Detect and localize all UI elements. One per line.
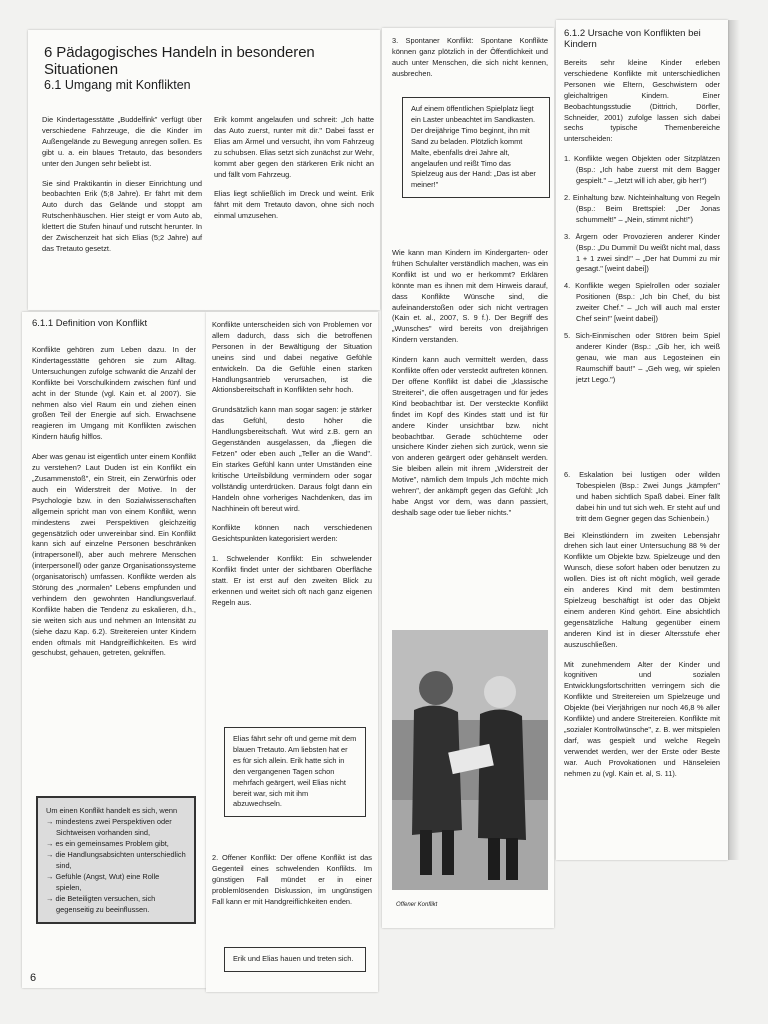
- definition-column: [32, 345, 196, 668]
- paragraph: Aber was genau ist eigentlich unter einem Konflikt zu verstehen? Laut Duden ist ein Konflikt ein „Zusammenstoß", ein Streit, ein Zerwürfnis oder auch ein Widerstreit der Motive. In der Psychologie bzw. in den Sozialwissenschaften allgemein spricht man von einem Konflikt, wenn mindestens zwei Perspektiven gleichzeitig gegensätzlich oder unvereinbar sind. Ein Konflikt kann sich auf einzelne Personen beschränken (intrapersonell), aber auch mehrere Menschen (interpersonell) oder ganze Organisationssysteme (organisatorisch) umfassen. Konflikte werden als Störung des „normalen" Lebens empfunden und verhindern den gewohnten Handlungsverlauf. Konflikte haben die Tendenz zu eskalieren, d.h., sie weiten sich aus und nehmen an Intensität zu (siehe dazu Kap. 6.2). Streitereien unter Kindern enden oftmals mit Handgreiflichkeiten. Es wird geschubst, gehauen, getreten, gekniffen.: [32, 452, 196, 658]
- children-photo: [392, 630, 548, 890]
- example-text: Elias fährt sehr oft und gerne mit dem blauen Tretauto. Am liebsten hat er es für sich allein. Erik hatte sich in den vergangenen Tagen schon mehrfach geärgert, weil Elias nicht bereit war, sich mit ihm abzuwechseln.: [233, 734, 357, 809]
- section-heading: 6.1 Umgang mit Konflikten: [44, 78, 191, 92]
- third-column-top: [392, 36, 548, 89]
- example-box-3: [402, 97, 550, 198]
- summary-box: [36, 796, 196, 924]
- list-item: 5. Sich-Einmischen oder Stören beim Spiel anderer Kinder (Bsp.: „Gib her, ich weiß genau, wie man aus Legosteinen ein Raumschiff baut!" – „Geh weg, wir spielen jetzt Lego."): [564, 330, 720, 384]
- list-item: 4. Konflikte wegen Spielrollen oder sozialer Positionen (Bsp.: „Ich bin Chef, du bist zweiter Chef." – „Ich will auch mal erster Chef sein!" [weint dabei]): [564, 281, 720, 324]
- summary-line: → die Beteiligten versuchen, sich gegenseitig zu beeinflussen.: [46, 894, 156, 914]
- example-text: Auf einem öffentlichen Spielplatz liegt ein Laster unbeachtet im Sandkasten. Der dreijährige Timo beginnt, ihn mit Sand zu beladen. Plötzlich kommt Malte, ebenfalls drei Jahre alt, angelaufen und reißt Timo das Spielzeug aus der Hand: „Das ist aber meiner!": [411, 104, 536, 190]
- cause-column-lower: [564, 470, 720, 788]
- paragraph: Sie sind Praktikantin in dieser Einrichtung und beobachten Erik (5;8 Jahre). Er fährt mit dem Auto durch das Gelände und stoppt am Rutschenhäuschen. Hier steigt er vom Auto ab, klettert die Stufen hinauf und rutscht herunter. In der Zwischenzeit hat sich Elias (5;2 Jahre) auf das Tretauto gesetzt.: [42, 178, 202, 253]
- paragraph: Elias liegt schließlich im Dreck und weint. Erik fährt mit dem Tretauto davon, ohne sich noch einmal umzusehen.: [214, 189, 374, 221]
- intro-right-column: [214, 115, 374, 231]
- list-item: 6. Eskalation bei lustigen oder wilden Tobespielen (Bsp.: Zwei Jungs „kämpfen" und haben sichtlich Spaß dabei. Einer fällt dabei hin und tut sich weh. Er steht auf und tritt dem Gegner gegen das Schienbein.): [564, 470, 720, 523]
- paragraph: Konflikte können nach verschiedenen Gesichtspunkten kategorisiert werden:: [212, 523, 372, 544]
- paragraph: Mit zunehmendem Alter der Kinder und kognitiven und sozialen Entwicklungsfortschritten verringern sich die Konflikte und Streitereien um Spielzeuge und Objekte (bei Vierjährigen nur noch 46,8 % aller Konflikte) und andere Streitereien. Konflikte mit „sozialer Kontrollwünsche", z. B. wer mitspielen darf, was gespielt und welche Regeln verwendet werden, wer der Erste oder Beste war. Auch Provokationen und Hänseleien nehmen zu (vgl. Kain et. al, S. 11).: [564, 659, 720, 778]
- paragraph: Kindern kann auch vermittelt werden, dass Konflikte offen oder versteckt auftreten können. Der offene Konflikt ist dabei die „klassische Streiterei", die offen ausgetragen und für jedes Kind beobachtbar ist. Der versteckte Konflikt findet im Kopf des Kindes statt und ist für andere Kinder unsichtbar bzw. nicht beobachtbar. Gerade schüchterne oder unsichere Kinder ziehen sich zurück, wenn sie von anderen geärgert oder gehänselt werden. Sie bleiben allein mit ihrem „Widerstreit der Motive", nämlich dem Impuls „Ich möchte mich wehren", der ankämpft gegen das Gefühl: „Ich habe Angst vor dem, was dann passiert, deshalb sage oder tue lieber nichts.": [392, 355, 548, 517]
- conflict-type-3: 3. Spontaner Konflikt: Spontane Konflikte können ganz plötzlich in der Öffentlichkeit und auch unter Menschen, die sich nicht kennen, ausbrechen.: [392, 36, 548, 78]
- paragraph: Grundsätzlich kann man sogar sagen: je stärker das Gefühl, desto höher die Handlungsbereitschaft. Wut wird z.B. gern an Gegenständen ausgelassen, da „fliegen die Fetzen" oder eben auch „Teller an die Wand". Ein starkes Gefühl kann unter Umständen eine kritische Urteilsbildung vermindern oder sogar vollständig unterdrücken. Daraus folgt dann ein Handeln ohne vorheriges Nachdenken, das im Nachhinein oft bereut wird.: [212, 405, 372, 513]
- paragraph: Wie kann man Kindern im Kindergarten- oder frühen Schulalter verständlich machen, was ein Konflikt ist und wo er herkommt? Erklären könnte man es ihnen mit dem Hinweis darauf, dass Konflikte Wünsche sind, die aufeinanderstoßen oder sich nicht vertragen (Kain et. al., 2007, S. 9 f.). Der Begriff des „Wunsches" wird bereits von dreijährigen Kindern verstanden.: [392, 248, 548, 345]
- paragraph: Konflikte unterscheiden sich von Problemen vor allem dadurch, dass sich die betroffenen Personen in der Bewältigung der Situation uneins sind und dabei negative Gefühle entwickeln. Da die Gefühle einen starken Handlungsantrieb verursachen, ist die Aktionsbereitschaft in Konflikten sehr hoch.: [212, 320, 372, 395]
- cause-heading: 6.1.2 Ursache von Konflikten bei Kindern: [564, 28, 701, 50]
- list-item: 1. Konflikte wegen Objekten oder Sitzplätzen (Bsp.: „Ich habe zuerst mit dem Bagger gespielt." – „Jetzt will ich aber, gib her!"): [564, 154, 720, 186]
- chapter-heading: 6 Pädagogisches Handeln in besonderen Situationen: [44, 44, 315, 78]
- paragraph: Konflikte gehören zum Leben dazu. In der Kindertagesstätte gehören sie zum Alltag. Untersuchungen zufolge schwankt die Anzahl der Konflikte bei Vorschulkindern zwischen fünf und acht in der Stunde (vgl. Kain et. al 2007). Sie nehmen also viel Raum ein und ziehen einen großen Teil der Energie auf sich. Erwachsene reagieren im Umgang mit Konflikten zwischen Kindern häufig hilflos.: [32, 345, 196, 442]
- conflict-type-2: 2. Offener Konflikt: Der offene Konflikt ist das Gegenteil eines schwelenden Konflikts. Im günstigen Fall mündet er in einer problemlösenden Diskussion, im ungünstigen Fall kann er mit Handgreiflichkeiten enden.: [212, 853, 372, 906]
- page-number: 6: [30, 972, 37, 984]
- list-item: 2. Einhaltung bzw. Nichteinhaltung von Regeln (Bsp.: Beim Brettspiel: „Der Jonas schummelt!" – „Nein, stimmt nicht!"): [564, 192, 720, 224]
- third-column-body: [392, 248, 548, 528]
- photo-illustration: [392, 630, 548, 890]
- summary-line: → mindestens zwei Perspektiven oder Sichtweisen vorhanden sind,: [46, 817, 172, 837]
- cause-list-continued: [564, 470, 720, 525]
- conflict-type-2-column: [212, 853, 372, 917]
- summary-line: → Gefühle (Angst, Wut) eine Rolle spielen,: [46, 872, 160, 892]
- paragraph: Erik kommt angelaufen und schreit: „Ich hatte das Auto zuerst, runter mit dir." Dabei fasst er Elias am Ärmel und versucht, ihn vom Fahrzeug zu schubsen. Elias setzt sich zunächst zur Wehr, kommt aber gegen den stärkeren Erik nicht an und fällt vom Fahrzeug.: [214, 115, 374, 179]
- summary-line: → die Handlungsabsichten unterschiedlich sind,: [46, 850, 186, 870]
- page-fold-shadow: [728, 20, 740, 860]
- paragraph: Bereits sehr kleine Kinder erleben verschiedene Konflikte mit unterschiedlichen Personen wie Eltern, Geschwistern oder gleichaltrigen Kindern. Einer Beobachtungsstudie (Dittrich, Dörfler, Schneider, 2001) zufolge lassen sich dabei sechs typische Themenbereiche unterscheiden:: [564, 58, 720, 144]
- example-box-2: [224, 947, 366, 972]
- example-text: Erik und Elias hauen und treten sich.: [233, 954, 354, 963]
- middle-column: [212, 320, 372, 618]
- paragraph: Die Kindertagesstätte „Buddelfink" verfügt über verschiedene Fahrzeuge, die die Kinder im Außengelände zu Bewegung anregen sollen. Es gibt u. a. ein blaues Tretauto, das besonders unter den Jungen sehr beliebt ist.: [42, 115, 202, 168]
- definition-heading: 6.1.1 Definition von Konflikt: [32, 318, 148, 329]
- example-box-1: [224, 727, 366, 817]
- intro-left-column: [42, 115, 202, 264]
- photo-caption: Offener Konflikt: [396, 902, 438, 908]
- cause-list: [564, 154, 720, 385]
- cause-column: [564, 58, 720, 391]
- list-item: 3. Ärgern oder Provozieren anderer Kinder (Bsp.: „Du Dummi! Du weißt nicht mal, dass 1 + 1 zwei sind!" – „Der hat Dummi zu mir gesagt." [weint dabei]): [564, 231, 720, 274]
- summary-line: → es ein gemeinsames Problem gibt,: [46, 839, 169, 848]
- conflict-type-1: 1. Schwelender Konflikt: Ein schwelender Konflikt findet unter der sichtbaren Oberfläche statt. Er ist erst auf den zweiten Blick zu erkennen und weitet sich oft nach ganz eigenen Regeln aus.: [212, 554, 372, 607]
- summary-line: Um einen Konflikt handelt es sich, wenn: [46, 806, 178, 815]
- paragraph: Bei Kleinstkindern im zweiten Lebensjahr drehen sich laut einer Untersuchung 88 % der Konflikte um Objekte bzw. Spielzeuge und den Wunsch, diese sofort haben oder benutzen zu wollen. Dies ist oft nicht möglich, weil gerade ein anderes Kind mit dem bestimmten Spielzeug beschäftigt ist oder das Objekt einem anderen Kind gehört. Eine absichtlich gegensätzliche Haltung gegenüber einem anderen Kind ist in dieser Altersstufe eher auszuschließen.: [564, 530, 720, 649]
